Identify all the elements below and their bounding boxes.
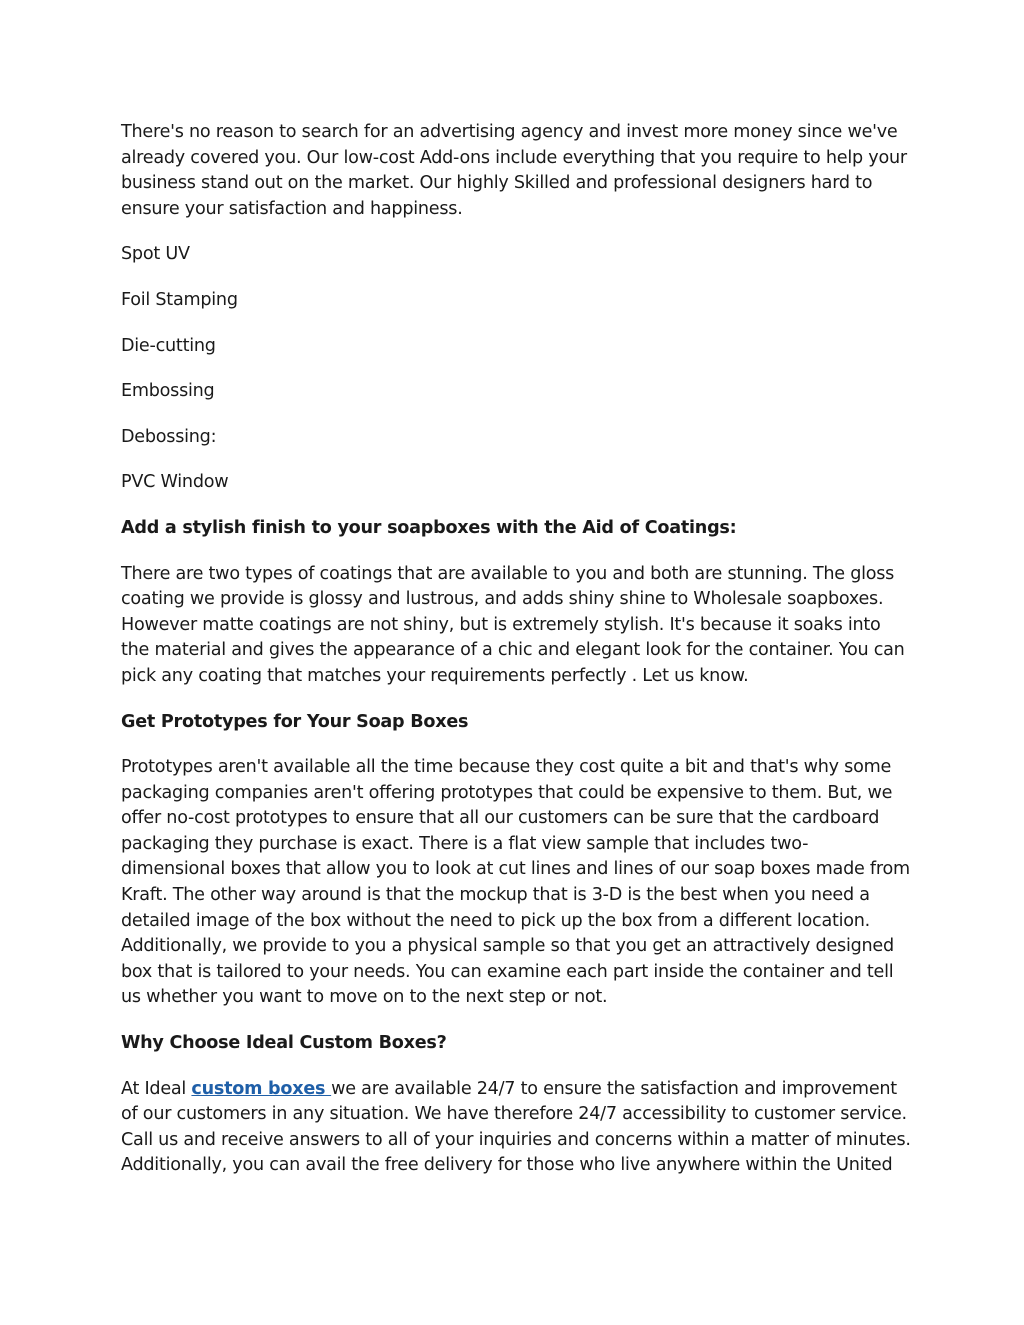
addon-item-die-cutting: Die-cutting	[121, 335, 216, 356]
addon-item-embossing: Embossing	[121, 381, 215, 402]
why-body-suffix: we are available 24/7 to ensure the satisfaction and improvement of our customers in any situation. We have therefore 24/7 accessibility to customer service. Call us and receive answers to all of your inquiries and concerns within a matter of minutes. Additionally, you can avail the free delivery for those who live anywhere within the United	[121, 1078, 911, 1176]
coatings-paragraph: There are two types of coatings that are available to you and both are stunning. The gloss coating we provide is glossy and lustrous, and adds shiny shine to Wholesale soapboxes. However matte coatings are not shiny, but is extremely stylish. It's because it soaks into the material and gives the appearance of a chic and elegant look for the container. You can pick any coating that matches your requirements perfectly . Let us know.	[121, 563, 905, 686]
why-choose-heading: Why Choose Ideal Custom Boxes?	[121, 1033, 447, 1054]
addon-item-spot-uv: Spot UV	[121, 244, 190, 265]
why-body-prefix: At Ideal	[121, 1078, 192, 1099]
addon-item-foil-stamping: Foil Stamping	[121, 289, 238, 310]
document-page	[121, 120, 911, 1199]
prototypes-heading: Get Prototypes for Your Soap Boxes	[121, 711, 469, 732]
prototypes-paragraph: Prototypes aren't available all the time because they cost quite a bit and that's why some packaging companies aren't offering prototypes that could be expensive to them. But, we offer no-cost prototypes to ensure that all our customers can be sure that the cardboard packaging they purchase is exact. There is a flat view sample that includes two-dimensional boxes that allow you to look at cut lines and lines of our soap boxes made from Kraft. The other way around is that the mockup that is 3-D is the best when you need a detailed image of the box without the need to pick up the box from a different location. Additionally, we provide to you a physical sample so that you get an attractively designed box that is tailored to your needs. You can examine each part inside the container and tell us whether you want to move on to the next step or not.	[121, 757, 910, 1008]
custom-boxes-link[interactable]: custom boxes	[191, 1078, 332, 1099]
why-choose-paragraph	[121, 1077, 911, 1179]
coatings-heading: Add a stylish finish to your soapboxes with the Aid of Coatings:	[121, 517, 737, 538]
intro-paragraph: There's no reason to search for an advertising agency and invest more money since we've already covered you. Our low-cost Add-ons include everything that you require to help your business stand out on the market. Our highly Skilled and professional designers hard to ensure your satisfaction and happiness.	[121, 122, 907, 219]
addon-item-debossing: Debossing:	[121, 426, 217, 447]
addon-item-pvc-window: PVC Window	[121, 472, 229, 493]
